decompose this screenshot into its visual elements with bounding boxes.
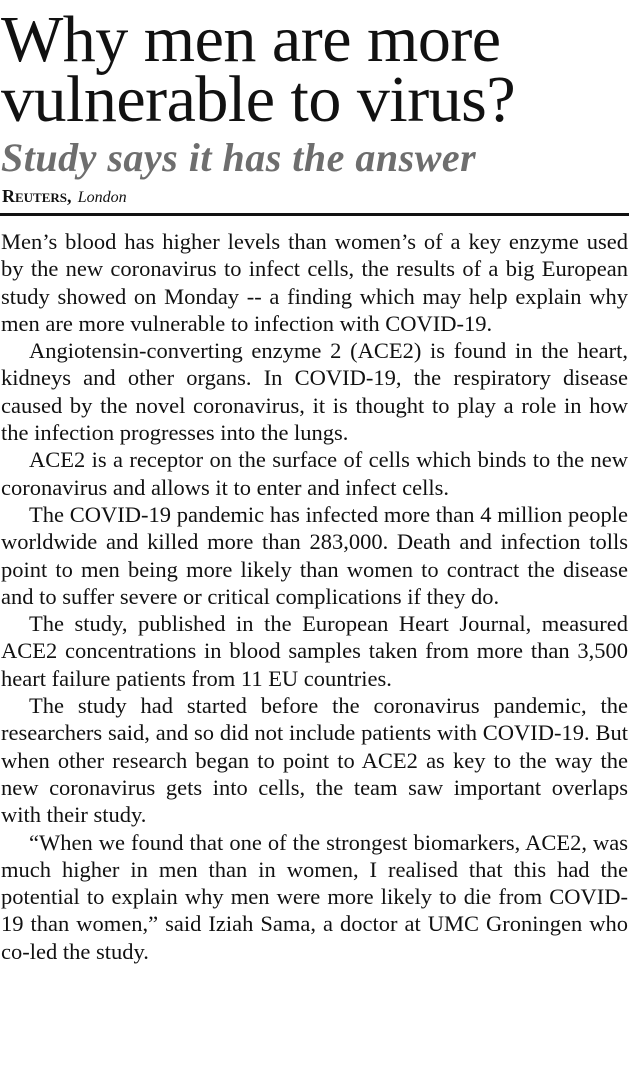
headline: Why men are more vulnerable to virus? xyxy=(1,3,516,136)
article-paragraph: The study, published in the European Heart Journal, measured ACE2 concentrations in blood samples taken from more than 3,500 heart failure patients from 11 EU countries. xyxy=(1,611,628,691)
article-paragraph: ACE2 is a receptor on the surface of cells which binds to the new coronavirus and allows it to enter and infect cells. xyxy=(1,447,628,500)
byline xyxy=(2,186,629,208)
article-paragraph: The COVID-19 pandemic has infected more than 4 million people worldwide and killed more than 283,000. Death and infection tolls point to men being more likely than women to contract the disease and to suffer severe or critical complications if they do. xyxy=(1,501,628,609)
article-paragraph: The study had started before the coronavirus pandemic, the researchers said, and so did not include patients with COVID-19. But when other research began to point to ACE2 as key to the way the new coronavirus gets into cells, the team saw important overlaps with their study. xyxy=(1,693,628,828)
article-paragraph: Men’s blood has higher levels than women’s of a key enzyme used by the new coronavirus to infect cells, the results of a big European study showed on Monday -- a finding which may help explain why men are more vulnerable to infection with COVID-19. xyxy=(1,229,628,336)
article-paragraph: “When we found that one of the strongest biomarkers, ACE2, was much higher in men than in women, I realised that this had the potential to explain why men were more likely to die from COVID-19 than women,” said Iziah Sama, a doctor at UMC Groningen who co-led the study. xyxy=(1,829,628,964)
byline-agency: Reuters, xyxy=(2,186,72,206)
article-paragraph: Angiotensin-converting enzyme 2 (ACE2) is found in the heart, kidneys and other organs. In COVID-19, the respiratory disease caused by the novel coronavirus, it is thought to play a role in how the infection progresses into the lungs. xyxy=(1,338,628,446)
subheadline: Study says it has the answer xyxy=(1,135,477,180)
byline-city: London xyxy=(77,189,127,206)
article-body xyxy=(0,216,629,965)
